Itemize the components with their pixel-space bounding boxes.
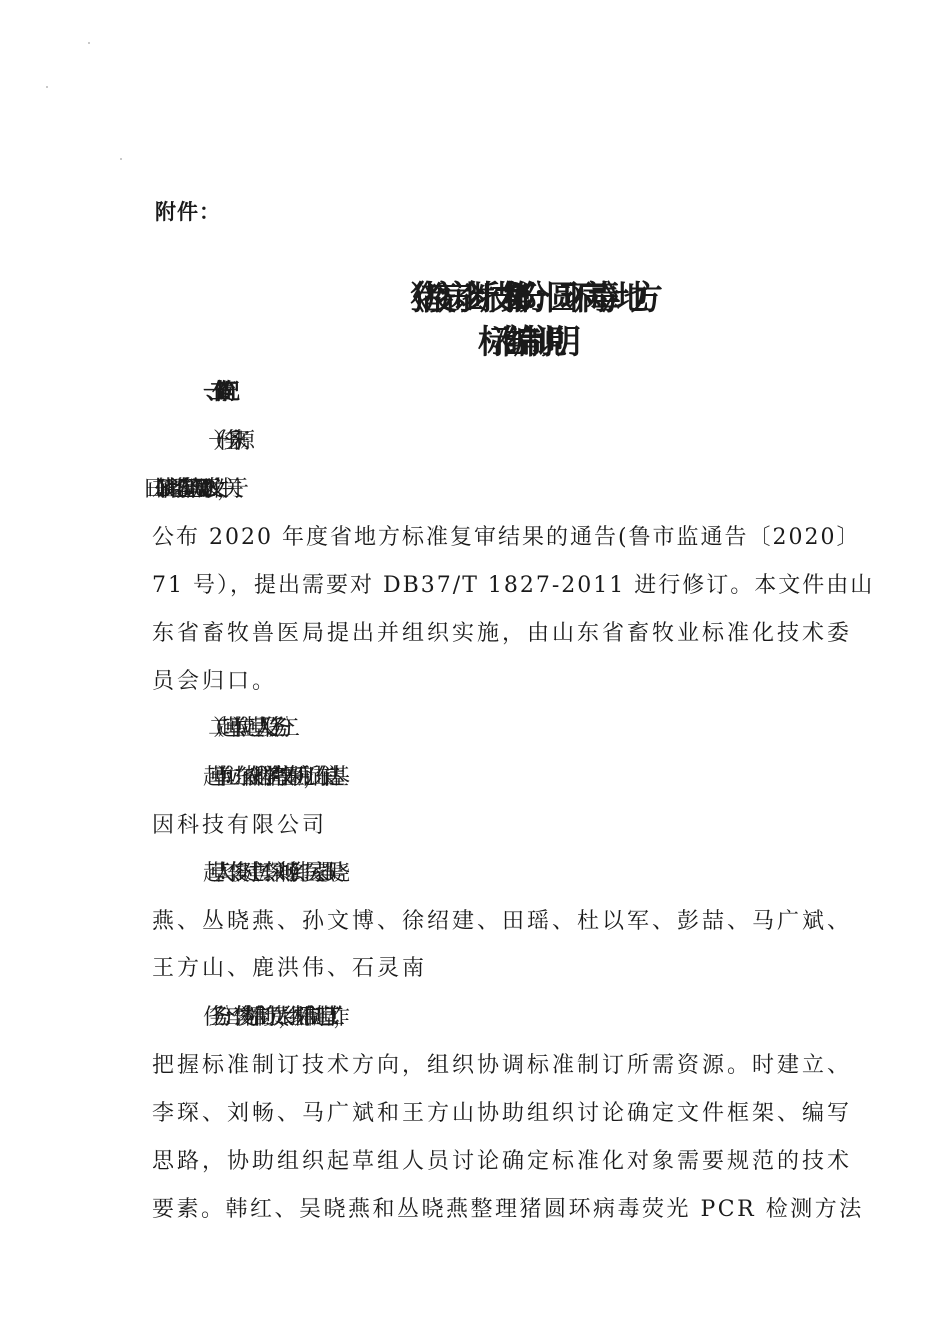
paragraph-line: 把握标准制订技术方向，组织协调标准制订所需资源。时建立、	[152, 1053, 853, 1078]
paragraph-line: 因科技有限公司	[152, 813, 328, 838]
paragraph-line: 2020 年 8 月 31 日山东省市场监督管理局下发文件，关于	[203, 477, 232, 502]
paragraph-line: 员会归口。	[152, 669, 278, 694]
paragraph-line: 71 号），提出需要对 DB37/T 1827-2011 进行修订。本文件由山	[152, 573, 875, 598]
paragraph-line: 燕、丛晓燕、孙文博、徐绍建、田瑶、杜以军、彭喆、马广斌、	[152, 909, 853, 934]
section-heading-work-overview: 一、工作简况	[203, 380, 222, 405]
scan-speck	[46, 86, 48, 88]
subsection-heading-drafting-units: （二）起草单位、起草人及任务分工	[203, 716, 284, 741]
paragraph-line: 王方山、鹿洪伟、石灵南	[152, 956, 428, 981]
paragraph-line: 要素。韩红、吴晓燕和丛晓燕整理猪圆环病毒荧光 PCR 检测方法	[152, 1197, 864, 1222]
paragraph-line: 起草单位：山东省农业科学院畜牧兽医研究所，山东信达基	[203, 765, 334, 790]
paragraph-line: 思路，协助组织起草组人员讨论确定标准化对象需要规范的技术	[152, 1149, 853, 1174]
paragraph-line: 任务分工：李俊为标准制订负责人，组织标准制订起草工作，	[203, 1005, 339, 1030]
paragraph-line: 李琛、刘畅、马广斌和王方山协助组织讨论确定文件框架、编写	[152, 1101, 853, 1126]
scan-speck	[88, 42, 90, 44]
scan-speck	[120, 158, 122, 160]
paragraph-line: 公布 2020 年度省地方标准复审结果的通告(鲁市监通告〔2020〕	[152, 525, 861, 550]
paragraph-line: 起草人：李俊、时建立、李琛、刘畅、韩红、吴家强、吴晓	[203, 861, 334, 886]
document-title-line-2: 标准编制说明	[478, 322, 562, 361]
attachment-label: 附件：	[155, 200, 221, 224]
paragraph-line: 东省畜牧兽医局提出并组织实施，由山东省畜牧业标准化技术委	[152, 621, 853, 646]
subsection-heading-task-source: （一）任务来源	[203, 429, 239, 454]
document-title-line-1: 《猪疫病诊断技术 第 1 部分：圆环病毒》地方	[396, 278, 644, 317]
